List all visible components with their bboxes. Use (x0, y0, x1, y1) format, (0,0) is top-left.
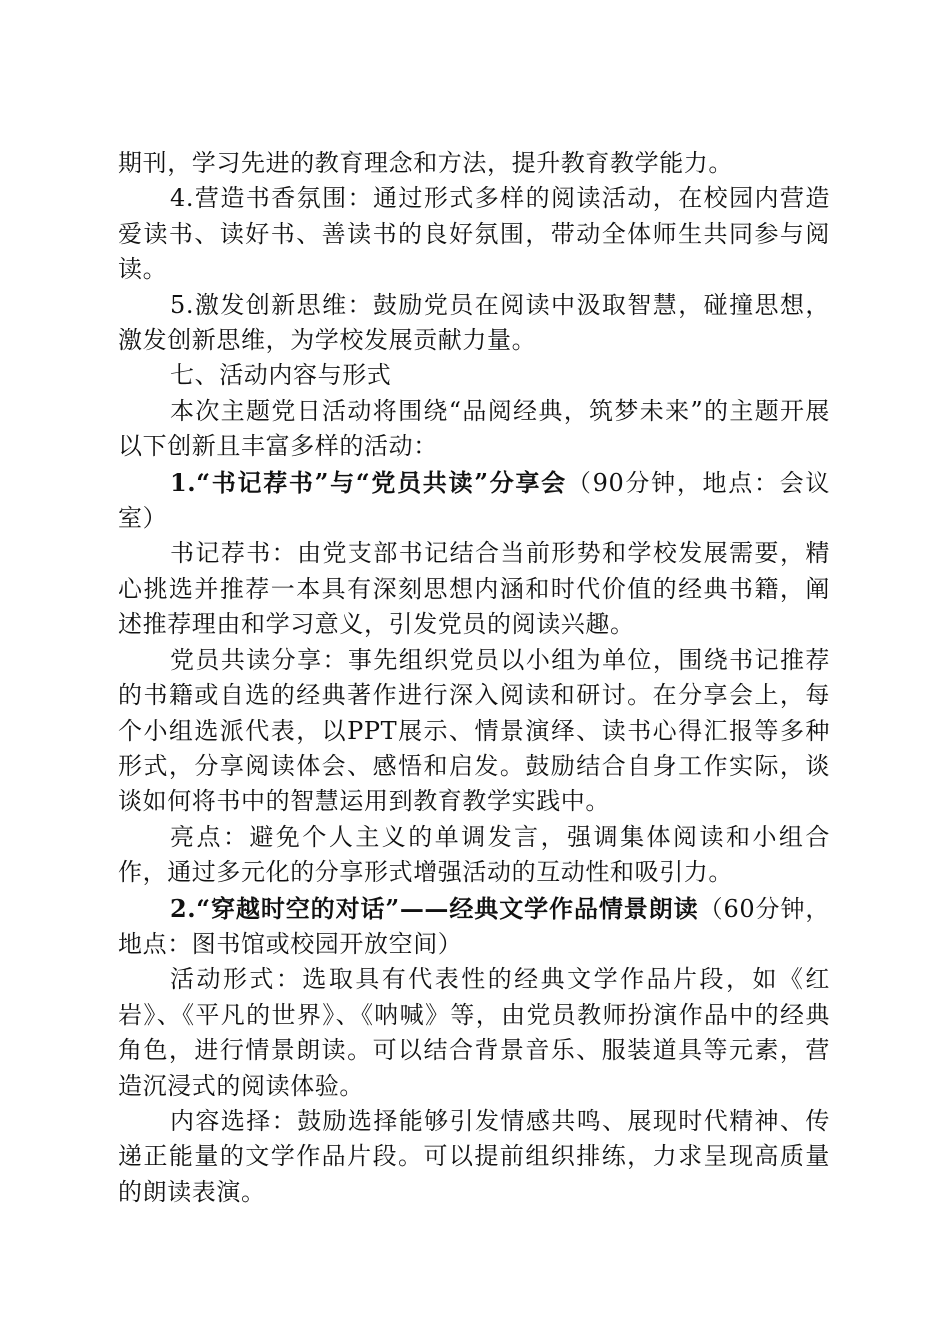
activity-2-title: 2.“穿越时空的对话”——经典文学作品情景朗读 (170, 893, 699, 923)
activity-1-title: 1.“书记荐书”与“党员共读”分享会 (170, 467, 567, 497)
paragraph-continuation: 期刊，学习先进的教育理念和方法，提升教育教学能力。 (118, 149, 733, 177)
document-body (118, 146, 830, 1210)
paragraph-goal-4: 4.营造书香氛围：通过形式多样的阅读活动，在校园内营造爱读书、读好书、善读书的良好氛围，带动全体师生共同参与阅读。 (118, 184, 830, 284)
activity-2-details: （60分钟，地点：图书馆或校园开放空间） (118, 894, 831, 958)
paragraph-highlight: 亮点：避免个人主义的单调发言，强调集体阅读和小组合作，通过多元化的分享形式增强活动的互动性和吸引力。 (118, 822, 830, 887)
paragraph-recommend: 书记荐书：由党支部书记结合当前形势和学校发展需要，精心挑选并推荐一本具有深刻思想内涵和时代价值的经典书籍，阐述推荐理由和学习意义，引发党员的阅读兴趣。 (118, 539, 830, 639)
paragraph-form: 活动形式：选取具有代表性的经典文学作品片段，如《红岩》、《平凡的世界》、《呐喊》等，由党员教师扮演作品中的经典角色，进行情景朗读。可以结合背景音乐、服装道具等元素，营造沉浸式的阅读体验。 (118, 965, 830, 1100)
paragraph-share: 党员共读分享：事先组织党员以小组为单位，围绕书记推荐的书籍或自选的经典著作进行深入阅读和研讨。在分享会上，每个小组选派代表，以PPT展示、情景演绎、读书心得汇报等多种形式，分享阅读体会、感悟和启发。鼓励结合自身工作实际，谈谈如何将书中的智慧运用到教育教学实践中。 (118, 645, 830, 816)
activity-1-details: （90分钟，地点：会议室） (118, 468, 830, 533)
paragraph-content: 内容选择：鼓励选择能够引发情感共鸣、展现时代精神、传递正能量的文学作品片段。可以提前组织排练，力求呈现高质量的朗读表演。 (118, 1106, 830, 1206)
activity-2-heading (118, 891, 830, 963)
paragraph-intro: 本次主题党日活动将围绕“品阅经典，筑梦未来”的主题开展以下创新且丰富多样的活动： (118, 396, 830, 461)
activity-1-heading (118, 465, 830, 537)
section-heading: 七、活动内容与形式 (170, 361, 392, 390)
paragraph-goal-5: 5.激发创新思维：鼓励党员在阅读中汲取智慧，碰撞思想，激发创新思维，为学校发展贡献力量。 (118, 290, 830, 355)
